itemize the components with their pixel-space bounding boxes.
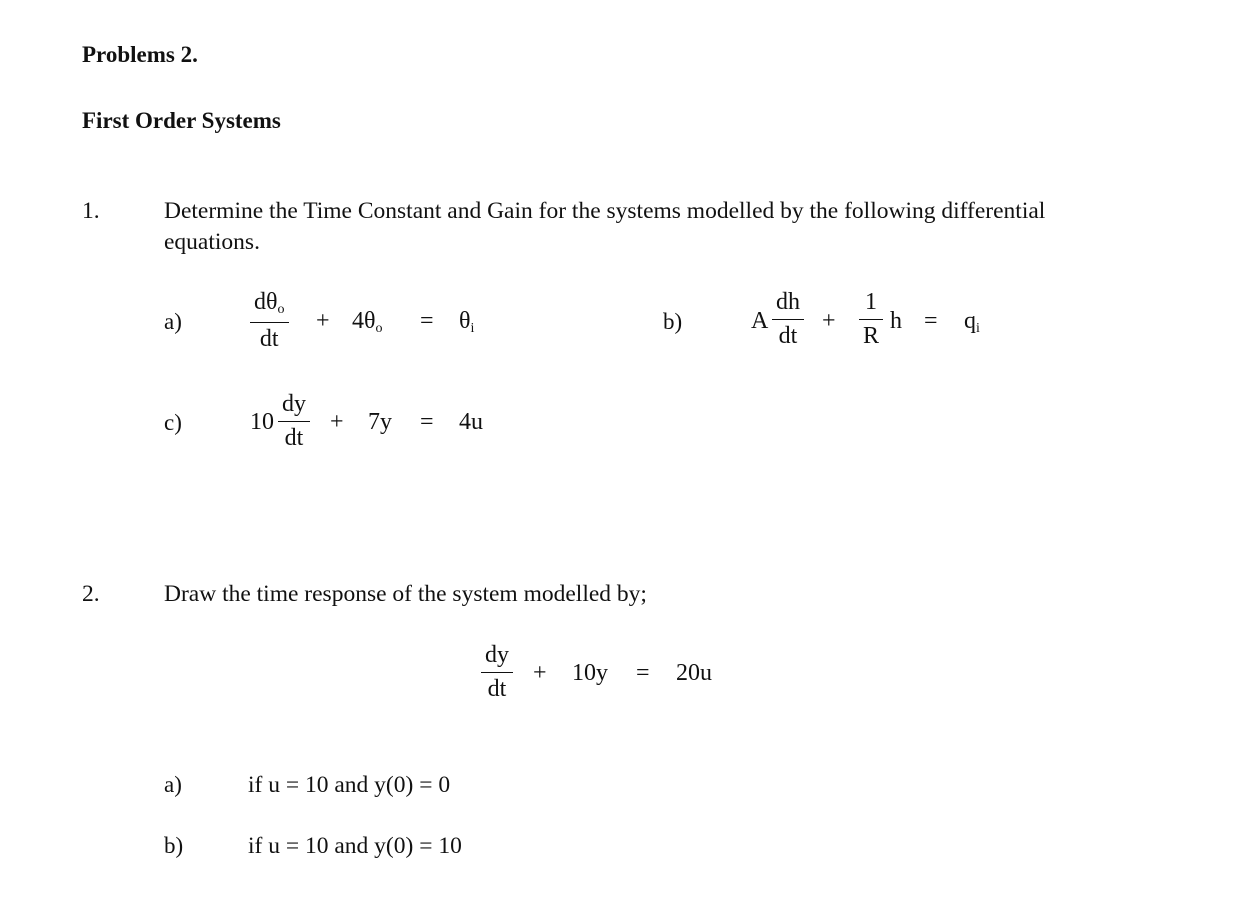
rhs: 20u — [676, 660, 712, 686]
plus-sign: + — [330, 409, 344, 435]
fraction-bar — [278, 421, 310, 422]
part-b-text: if u = 10 and y(0) = 10 — [248, 833, 462, 859]
equals-sign: = — [636, 660, 650, 686]
part-a-text: if u = 10 and y(0) = 0 — [248, 772, 451, 798]
fraction — [278, 392, 310, 450]
problem-number: 1. — [82, 198, 100, 224]
numerator: dh — [776, 289, 800, 315]
fraction — [772, 290, 804, 348]
variable: h — [890, 308, 902, 334]
fraction — [250, 290, 289, 351]
rhs: $\theta_i$ — [459, 308, 475, 336]
subscript: i — [976, 321, 980, 336]
equals-sign: = — [420, 308, 434, 334]
denominator: dt — [259, 326, 279, 352]
rhs: 4u — [459, 409, 483, 435]
equals-sign: = — [924, 308, 938, 334]
numerator: dθ — [254, 289, 278, 315]
plus-sign: + — [822, 308, 836, 334]
fraction — [859, 290, 883, 348]
numerator: dy — [485, 642, 509, 668]
denominator: dt — [487, 676, 507, 702]
term: $4\theta_o$ — [352, 308, 383, 336]
denominator: dt — [284, 425, 304, 451]
denominator: R — [863, 323, 880, 349]
numerator: dy — [282, 391, 306, 417]
problem-text-line2: equations. — [164, 229, 260, 255]
subscript: o — [375, 321, 383, 336]
denominator: dt — [778, 323, 798, 349]
fraction — [481, 643, 513, 701]
subscript: i — [470, 321, 475, 336]
fraction-bar — [250, 322, 289, 323]
problem-text: Draw the time response of the system modelled by; — [164, 581, 647, 607]
term: 7y — [368, 409, 392, 435]
fraction-bar — [772, 319, 804, 320]
coefficient: 10 — [250, 409, 274, 435]
coefficient: A — [751, 308, 769, 334]
part-a-label: a) — [164, 772, 182, 797]
section-heading: First Order Systems — [82, 108, 281, 133]
equation-label: a) — [164, 309, 182, 334]
subscript: o — [277, 302, 285, 317]
numerator: 1 — [865, 289, 877, 315]
equation-label: c) — [164, 410, 182, 435]
fraction-bar — [859, 319, 883, 320]
term: 10y — [572, 660, 608, 686]
rhs: $q_i$ — [964, 308, 980, 336]
plus-sign: + — [533, 660, 547, 686]
equation-label: b) — [663, 309, 683, 334]
part-b-label: b) — [164, 833, 184, 858]
problem-number: 2. — [82, 581, 100, 607]
fraction-bar — [481, 672, 513, 673]
equals-sign: = — [420, 409, 434, 435]
page-title: Problems 2. — [82, 42, 198, 67]
plus-sign: + — [316, 308, 330, 334]
problem-text-line1: Determine the Time Constant and Gain for the systems modelled by the following differential — [164, 198, 1046, 224]
